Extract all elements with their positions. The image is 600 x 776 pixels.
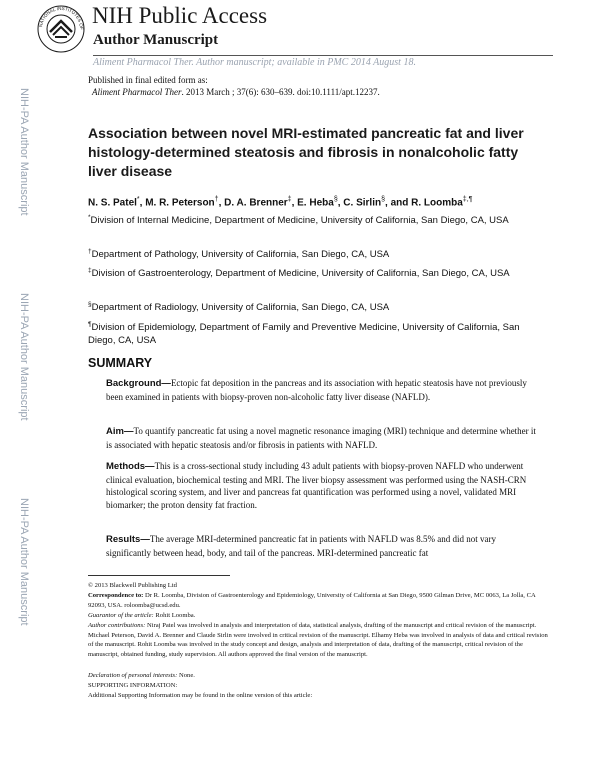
note-text: Rohit Loomba.: [153, 612, 196, 619]
section-label: Background—: [106, 378, 171, 389]
author: M. R. Peterson: [145, 197, 215, 209]
footnote-rule: [88, 575, 230, 576]
note-text: Niraj Patel was involved in analysis and interpretation of data, statistical analysis, drafting of the manuscript and critical revision of the manuscript. Michael Peterson, David A. Brenner and Claude Sirlin were involved in critical revision of the manuscript. Elhamy Heba was involved in analysis of data and critical revision of the manuscript. Rohit Loomba was involved in the study concept and design, analysis and interpretation of data, drafting of the manuscript, critical revision of the manuscript, obtained funding, study supervision. All authors approved the final version of the manuscript.: [88, 622, 548, 658]
journal-availability-note: Aliment Pharmacol Ther. Author manuscript; available in PMC 2014 August 18.: [93, 57, 416, 68]
note-label: Guarantor of the article:: [88, 612, 154, 619]
summary-heading: SUMMARY: [88, 356, 153, 370]
side-label-author-manuscript: NIH-PA Author Manuscript: [18, 498, 30, 626]
affiliation: [88, 211, 538, 227]
affiliation-text: Department of Pathology, University of California, San Diego, CA, USA: [91, 249, 390, 261]
affiliation: [88, 318, 538, 347]
author: R. Loomba: [411, 197, 463, 209]
logo-text: NATIONAL INSTITUTES OF: [38, 5, 85, 30]
article-title: Association between novel MRI-estimated pancreatic fat and liver histology-determined steatosis and fibrosis in nonalcoholic fatty liver disease: [88, 125, 524, 179]
citation-journal: Aliment Pharmacol Ther: [92, 87, 182, 97]
summary-aim: [106, 425, 538, 451]
header-divider: [93, 55, 553, 56]
note-label: Correspondence to:: [88, 592, 144, 599]
contributions-note: [88, 621, 550, 659]
copyright: © 2013 Blackwell Publishing Ltd: [88, 582, 177, 589]
nih-seal-logo: [36, 4, 86, 54]
affiliation: [88, 264, 538, 280]
section-text: Ectopic fat deposition in the pancreas and its association with hepatic steatosis have not previously been examined in patients with biopsy-proven non-alcoholic fatty liver disease (NAFLD).: [106, 378, 527, 402]
section-text: To quantify pancreatic fat using a novel magnetic resonance imaging (MRI) technique and determine whether it is associated with hepatic steatosis and/or fibrosis in patients with NAFLD.: [106, 426, 536, 450]
affiliation-sup: ‡: [88, 267, 92, 274]
affiliation-sup: †: [88, 248, 92, 255]
nih-public-access-title: NIH Public Access: [92, 3, 268, 28]
author-sup: §: [333, 196, 338, 203]
author-and: and: [390, 197, 409, 209]
author: C. Sirlin: [343, 197, 382, 209]
affiliation-sup: *: [88, 214, 91, 221]
note-text: None.: [177, 672, 195, 679]
author-sup: ‡,¶: [462, 196, 473, 203]
affiliation-sup: §: [88, 301, 92, 308]
published-line: Published in final edited form as:: [88, 75, 208, 85]
correspondence-note: [88, 591, 550, 610]
section-text: This is a cross-sectional study including 43 adult patients with biopsy-proven NAFLD who underwent clinical evaluation, biochemical testing and MRI. The liver biopsy assessment was performed using the NASH-CRN histological scoring system, and liver and pancreas fat quantification was performed using a novel, validated MRI biomarker; the proton density fat fraction.: [106, 461, 527, 510]
author-sup: *: [136, 196, 140, 203]
author-sup: ‡: [287, 196, 292, 203]
side-label-author-manuscript: NIH-PA Author Manuscript: [18, 88, 30, 216]
author-sup: †: [214, 196, 219, 203]
affiliation-text: Division of Epidemiology, Department of Family and Preventive Medicine, University of California, San Diego, CA, USA: [88, 322, 520, 347]
affiliation-sup: ¶: [88, 321, 92, 328]
author-sup: §: [381, 196, 385, 203]
svg-text:NATIONAL INSTITUTES OF HEALTH: [36, 4, 84, 30]
summary-results: [106, 533, 538, 559]
note-label: Author contributions:: [88, 622, 146, 629]
affiliation-text: Division of Internal Medicine, Department of Medicine, University of California, San Diego, CA, USA: [90, 215, 509, 227]
side-label-author-manuscript: NIH-PA Author Manuscript: [18, 293, 30, 421]
supporting-heading: SUPPORTING INFORMATION:: [88, 682, 178, 689]
affiliation: [88, 298, 538, 314]
affiliation-text: Department of Radiology, University of California, San Diego, CA, USA: [91, 302, 390, 314]
author: D. A. Brenner: [224, 197, 288, 209]
section-label: Aim—: [106, 426, 134, 437]
summary-background: [106, 377, 538, 403]
note-label: Declaration of personal interests:: [88, 672, 178, 679]
section-text: The average MRI-determined pancreatic fat in patients with NAFLD was 8.5% and did not vary significantly between head, body, and tail of the pancreas. MRI-determined pancreatic fat: [106, 534, 496, 558]
section-label: Methods—: [106, 461, 155, 472]
interests-note: [88, 671, 550, 681]
section-label: Results—: [106, 534, 150, 545]
note-text: Dr R. Loomba, Division of Gastroenterology and Epidemiology, University of California at San Diego, 9500 Gilman Drive, MC 0063, La Jolla, CA 92093, USA. roloomba@ucsd.edu.: [88, 592, 536, 609]
citation: [88, 86, 380, 98]
affiliation-text: Division of Gastroenterology, Department of Medicine, University of California, San Diego, CA, USA: [91, 268, 510, 280]
supporting-text: Additional Supporting Information may be found in the online version of this article:: [88, 692, 313, 699]
summary-methods: [106, 460, 538, 511]
author-list: N. S. Patel*, M. R. Peterson†, D. A. Brenner‡, E. Heba§, C. Sirlin§, and R. Loomba‡,¶: [88, 196, 473, 209]
author-manuscript-label: Author Manuscript: [93, 32, 219, 48]
citation-details: . 2013 March ; 37(6): 630–639. doi:10.1111/apt.12237.: [181, 87, 380, 97]
author: N. S. Patel: [88, 197, 137, 209]
guarantor-note: [88, 611, 550, 621]
affiliation: [88, 245, 538, 261]
published-info: [88, 74, 380, 98]
author: E. Heba: [297, 197, 334, 209]
